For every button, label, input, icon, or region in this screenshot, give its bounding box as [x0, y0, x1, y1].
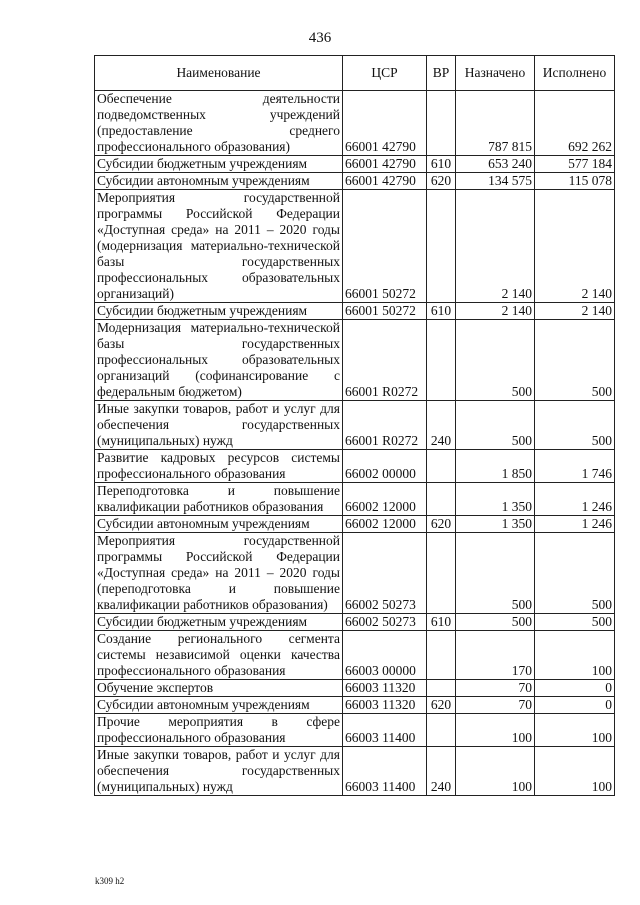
- row-name: Развитие кадровых ресурсов системы профессионального образования: [95, 450, 343, 483]
- row-executed: 1 746: [535, 450, 615, 483]
- row-csr: 66003 11400: [343, 747, 427, 796]
- row-planned: 500: [456, 533, 535, 614]
- row-vr: [427, 714, 456, 747]
- row-csr: 66002 12000: [343, 516, 427, 533]
- table-row: [95, 303, 615, 320]
- row-csr: 66001 50272: [343, 303, 427, 320]
- row-csr: 66003 11320: [343, 697, 427, 714]
- row-name: Субсидии автономным учреждениям: [95, 516, 343, 533]
- table-row: [95, 156, 615, 173]
- row-vr: [427, 91, 456, 156]
- table-row: [95, 401, 615, 450]
- row-vr: 610: [427, 156, 456, 173]
- table-row: [95, 516, 615, 533]
- row-vr: [427, 450, 456, 483]
- row-planned: 787 815: [456, 91, 535, 156]
- row-name: Мероприятия государственной программы Российской Федерации «Доступная среда» на 2011 – 2020 годы (модернизация материально-технической базы государственных профессиональных образовательных организаций): [95, 190, 343, 303]
- table-row: [95, 320, 615, 401]
- row-executed: 100: [535, 714, 615, 747]
- row-vr: [427, 533, 456, 614]
- row-planned: 500: [456, 320, 535, 401]
- row-csr: 66001 R0272: [343, 320, 427, 401]
- table-header-row: [95, 56, 615, 91]
- row-executed: 2 140: [535, 190, 615, 303]
- row-name: Иные закупки товаров, работ и услуг для обеспечения государственных (муниципальных) нужд: [95, 747, 343, 796]
- row-csr: 66002 50273: [343, 533, 427, 614]
- row-name: Субсидии автономным учреждениям: [95, 697, 343, 714]
- row-planned: 134 575: [456, 173, 535, 190]
- row-executed: 1 246: [535, 483, 615, 516]
- row-vr: [427, 483, 456, 516]
- row-csr: 66003 00000: [343, 631, 427, 680]
- row-vr: 620: [427, 516, 456, 533]
- row-name: Создание регионального сегмента системы независимой оценки качества профессионального образования: [95, 631, 343, 680]
- row-planned: 2 140: [456, 190, 535, 303]
- row-planned: 100: [456, 714, 535, 747]
- header-planned: Назначено: [456, 56, 535, 91]
- header-csr: ЦСР: [343, 56, 427, 91]
- row-vr: 610: [427, 614, 456, 631]
- table-row: [95, 450, 615, 483]
- row-executed: 0: [535, 680, 615, 697]
- row-planned: 100: [456, 747, 535, 796]
- budget-table: [94, 55, 615, 796]
- row-executed: 1 246: [535, 516, 615, 533]
- row-executed: 500: [535, 614, 615, 631]
- row-executed: 100: [535, 747, 615, 796]
- row-name: Иные закупки товаров, работ и услуг для обеспечения государственных (муниципальных) нужд: [95, 401, 343, 450]
- table-row: [95, 91, 615, 156]
- row-vr: 240: [427, 401, 456, 450]
- table-body: [95, 91, 615, 796]
- page-number: 436: [308, 30, 332, 46]
- header-vr: ВР: [427, 56, 456, 91]
- row-vr: [427, 320, 456, 401]
- row-planned: 653 240: [456, 156, 535, 173]
- row-executed: 500: [535, 401, 615, 450]
- row-csr: 66002 50273: [343, 614, 427, 631]
- row-planned: 2 140: [456, 303, 535, 320]
- row-planned: 1 350: [456, 516, 535, 533]
- row-name: Мероприятия государственной программы Российской Федерации «Доступная среда» на 2011 – 2020 годы (переподготовка и повышение квалификации работников образования): [95, 533, 343, 614]
- row-csr: 66001 42790: [343, 156, 427, 173]
- row-csr: 66002 00000: [343, 450, 427, 483]
- header-name: Наименование: [95, 56, 343, 91]
- row-executed: 100: [535, 631, 615, 680]
- row-planned: 500: [456, 614, 535, 631]
- row-vr: [427, 680, 456, 697]
- row-name: Переподготовка и повышение квалификации работников образования: [95, 483, 343, 516]
- header-executed: Исполнено: [535, 56, 615, 91]
- row-vr: [427, 190, 456, 303]
- row-vr: 240: [427, 747, 456, 796]
- footer-code: k309 h2: [95, 876, 125, 886]
- row-csr: 66001 42790: [343, 91, 427, 156]
- table-row: [95, 173, 615, 190]
- row-executed: 500: [535, 533, 615, 614]
- table-row: [95, 714, 615, 747]
- row-name: Обучение экспертов: [95, 680, 343, 697]
- row-planned: 1 350: [456, 483, 535, 516]
- row-name: Обеспечение деятельности подведомственных учреждений (предоставление среднего профессионального образования): [95, 91, 343, 156]
- row-planned: 70: [456, 697, 535, 714]
- row-csr: 66003 11400: [343, 714, 427, 747]
- row-name: Модернизация материально-технической базы государственных профессиональных образовательных организаций (софинансирование с федеральным бюджетом): [95, 320, 343, 401]
- row-executed: 0: [535, 697, 615, 714]
- row-csr: 66003 11320: [343, 680, 427, 697]
- row-csr: 66001 50272: [343, 190, 427, 303]
- table-row: [95, 631, 615, 680]
- table-row: [95, 190, 615, 303]
- table-row: [95, 680, 615, 697]
- row-name: Субсидии бюджетным учреждениям: [95, 156, 343, 173]
- row-vr: [427, 631, 456, 680]
- row-csr: 66001 R0272: [343, 401, 427, 450]
- row-executed: 577 184: [535, 156, 615, 173]
- row-executed: 2 140: [535, 303, 615, 320]
- table-row: [95, 483, 615, 516]
- row-name: Субсидии бюджетным учреждениям: [95, 614, 343, 631]
- row-csr: 66002 12000: [343, 483, 427, 516]
- row-name: Прочие мероприятия в сфере профессионального образования: [95, 714, 343, 747]
- row-planned: 170: [456, 631, 535, 680]
- row-vr: 620: [427, 697, 456, 714]
- table-row: [95, 614, 615, 631]
- row-executed: 692 262: [535, 91, 615, 156]
- row-vr: 610: [427, 303, 456, 320]
- row-executed: 500: [535, 320, 615, 401]
- table-row: [95, 533, 615, 614]
- row-executed: 115 078: [535, 173, 615, 190]
- row-name: Субсидии бюджетным учреждениям: [95, 303, 343, 320]
- row-vr: 620: [427, 173, 456, 190]
- table-row: [95, 697, 615, 714]
- row-name: Субсидии автономным учреждениям: [95, 173, 343, 190]
- row-csr: 66001 42790: [343, 173, 427, 190]
- row-planned: 500: [456, 401, 535, 450]
- row-planned: 1 850: [456, 450, 535, 483]
- row-planned: 70: [456, 680, 535, 697]
- table-row: [95, 747, 615, 796]
